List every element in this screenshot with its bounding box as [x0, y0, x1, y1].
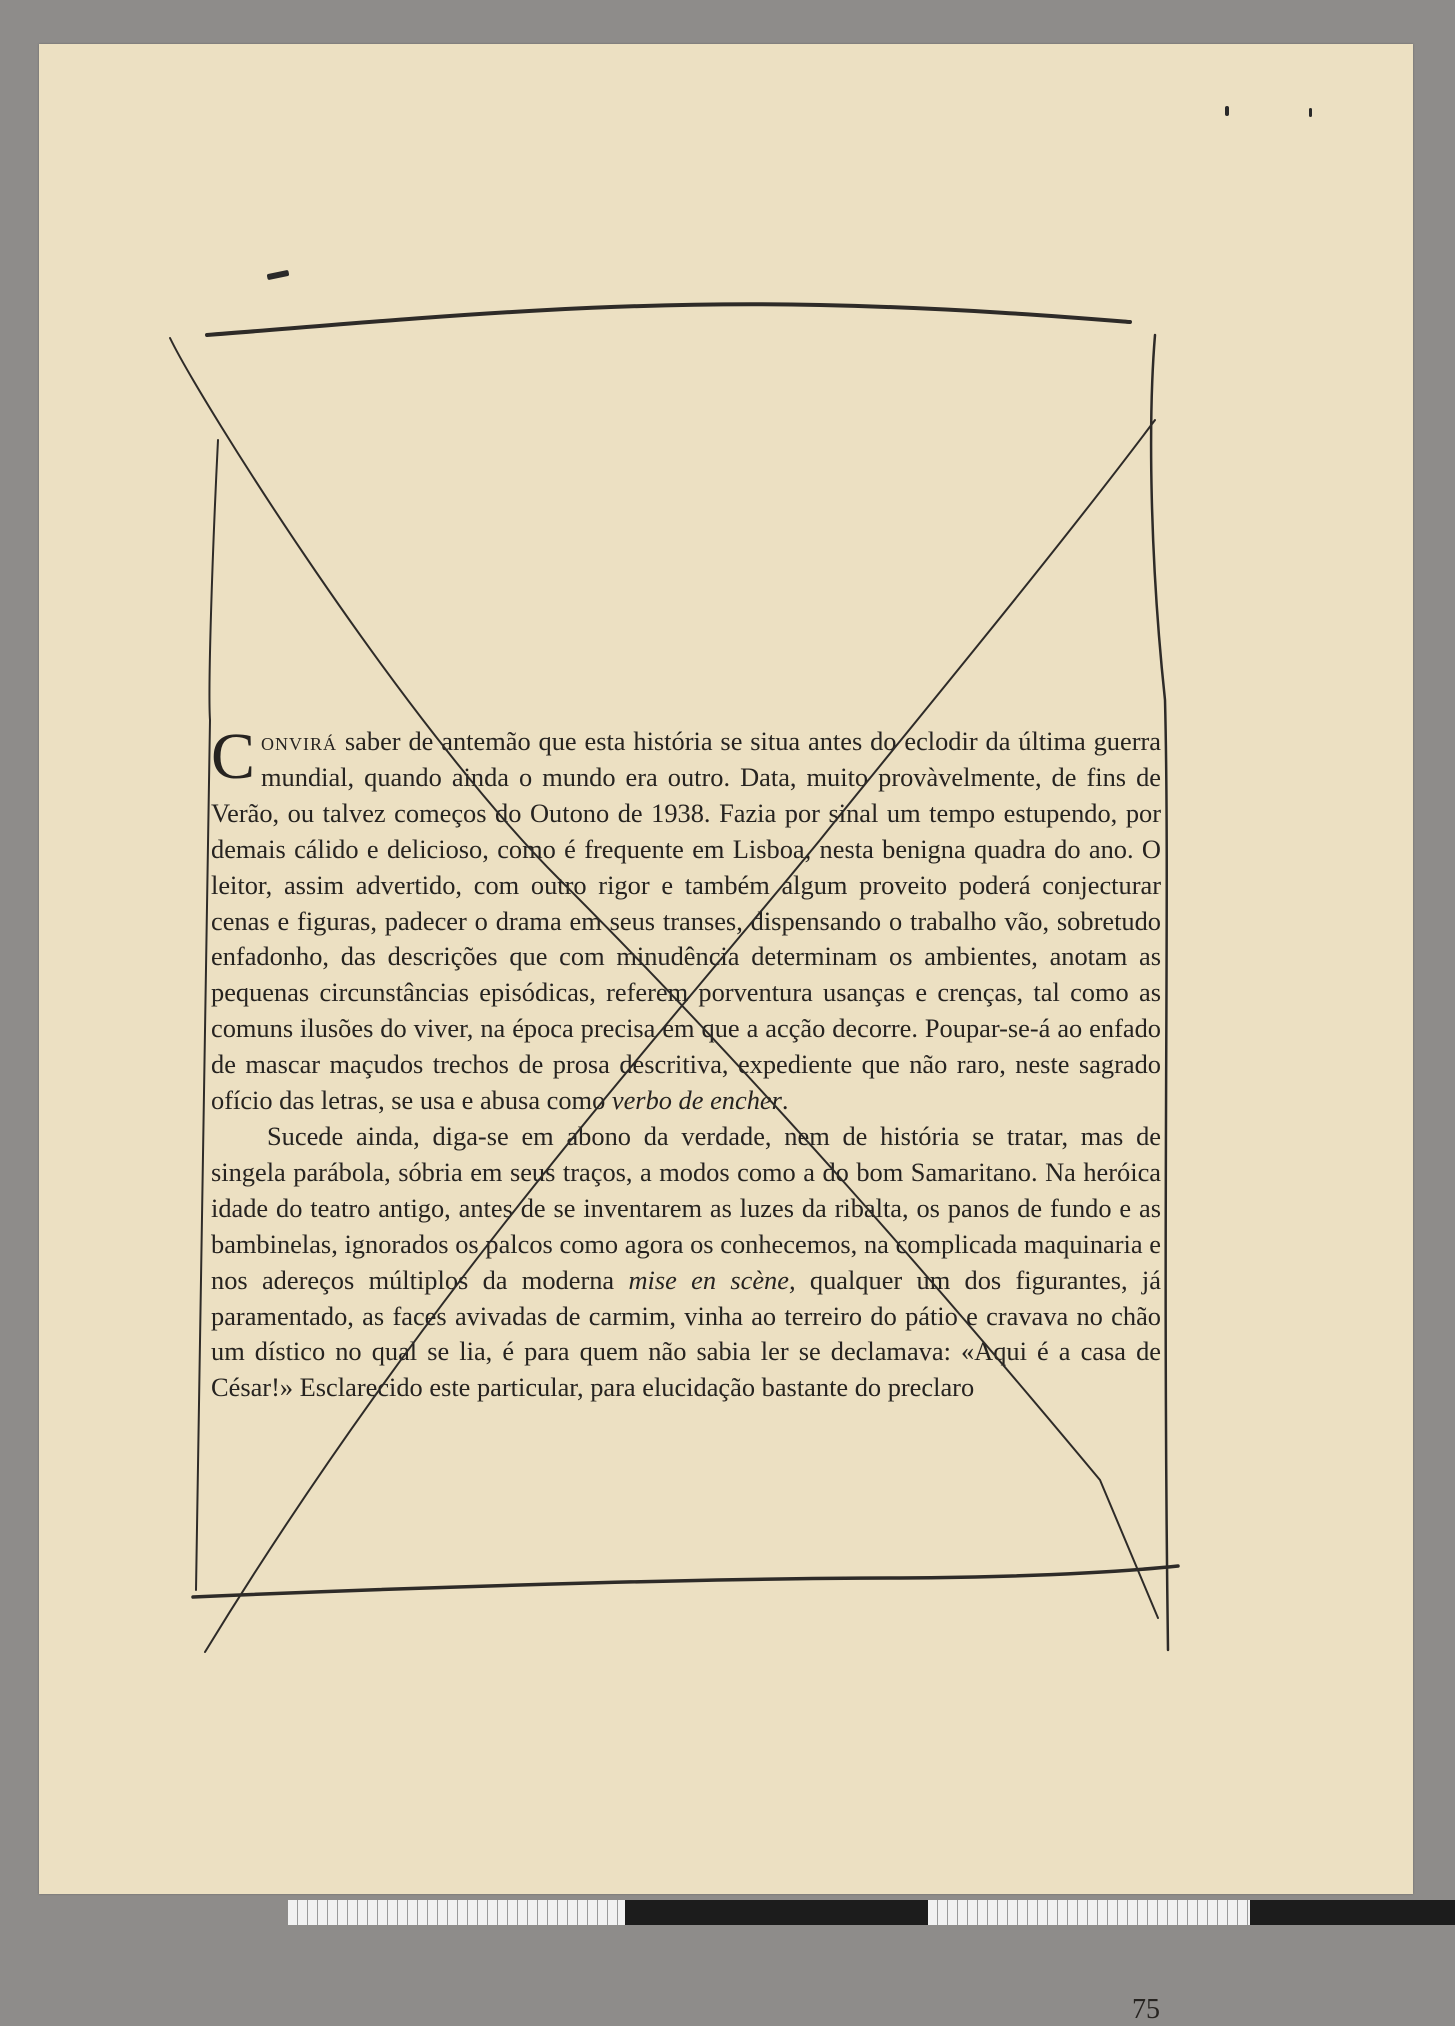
diagonal-stroke-tr-bl [205, 420, 1155, 1652]
top-pen-stroke [207, 304, 1130, 335]
bottom-pen-stroke [193, 1566, 1178, 1597]
italic-phrase: verbo de encher [611, 1085, 782, 1116]
right-pen-stroke [1151, 335, 1168, 1650]
left-pen-stroke [196, 440, 218, 1590]
lead-word: onvirá [261, 726, 338, 756]
ruler-segment-dark [625, 1900, 928, 1925]
paragraph-2-text-a: Sucede ainda, diga-se em abono da verdade, nem de história se tratar, mas de singela parábola, sóbria em seus traços, a modos como a do bom Samaritano. Na heróica idade do teatro antigo, antes de se inventarem as luzes da ribalta, os panos de fundo e as bambinelas, ignorados os palcos como agora os conhecemos, na complicada maquinaria e nos adereços múltiplos da moderna [211, 1120, 1161, 1295]
italic-mise-en-scene: mise en scène, [628, 1264, 796, 1295]
ruler-segment-light [928, 1900, 1250, 1925]
paragraph-2-text-b: qualquer um dos figurantes, já paramentado, as faces avivadas de carmim, vinha ao terreiro do pátio e cravava no chão um dístico no qual se lia, é para quem não sabia ler se declamava: «Aqui é a casa de César!» Esclarecido este particular, para elucidação bastante do preclaro [211, 1264, 1161, 1403]
paragraph-1-text: saber de antemão que esta história se situa antes do eclodir da última guerra mundial, quando ainda o mundo era outro. Data, muito provàvelmente, de fins de Verão, ou talvez começos do Outono de 1938. Fazia por sinal um tempo estupendo, por demais cálido e delicioso, como é frequente em Lisboa, nesta benigna quadra do ano. O leitor, assim advertido, com outro rigor e também algum proveito poderá conjecturar cenas e figuras, padecer o drama em seus transes, dispensando o trabalho vão, sobretudo enfadonho, das descrições que com minudência determinam os ambientes, anotam as pequenas circunstâncias episódicas, referem porventura usanças e crenças, tal como as comuns ilusões do viver, na época precisa em que a acção decorre. Poupar-se-á ao enfado de mascar maçudos trechos de prosa descritiva, expediente que não raro, neste sagrado ofício das letras, se usa e abusa como [211, 726, 1161, 1116]
ruler-segment-dark [1250, 1900, 1455, 1925]
page-number: 75 [1132, 1994, 1160, 2025]
drop-cap: C [211, 720, 256, 793]
paragraph-1-end: . [781, 1085, 789, 1116]
color-calibration-ruler [288, 1900, 1455, 1925]
ruler-segment-light [288, 1900, 625, 1925]
diagonal-stroke-tl-br [170, 338, 1158, 1618]
